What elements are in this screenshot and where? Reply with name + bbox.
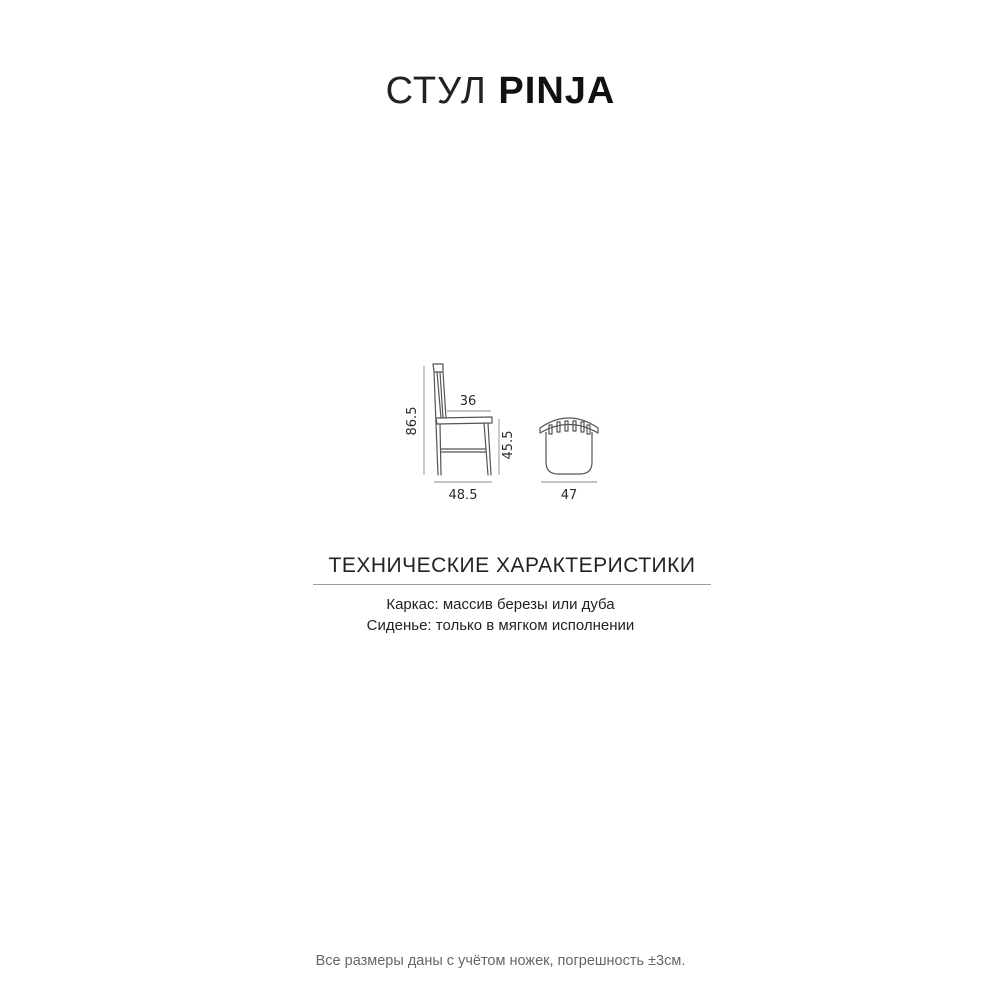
title-product-name: PINJA [498,70,616,112]
page-title [0,68,1001,114]
specs-heading: ТЕХНИЧЕСКИЕ ХАРАКТЕРИСТИКИ [328,554,696,577]
title-prefix: СТУЛ [385,70,487,112]
chair-top-view [540,418,598,474]
spec-seat: Сиденье: только в мягком исполнении [366,617,635,634]
side-dimension-lines [424,366,499,482]
chair-side-view [433,364,492,475]
spec-frame: Каркас: массив березы или дуба [386,596,615,613]
dim-seat-depth: 36 [459,394,477,409]
footer-note: Все размеры даны с учётом ножек, погрешность ±3см. [315,953,686,969]
dim-height-total: 86.5 [405,406,420,436]
specs-divider [313,584,711,585]
dim-width: 47 [560,488,578,503]
dim-depth: 48.5 [448,488,478,503]
dim-seat-height: 45.5 [501,430,516,460]
